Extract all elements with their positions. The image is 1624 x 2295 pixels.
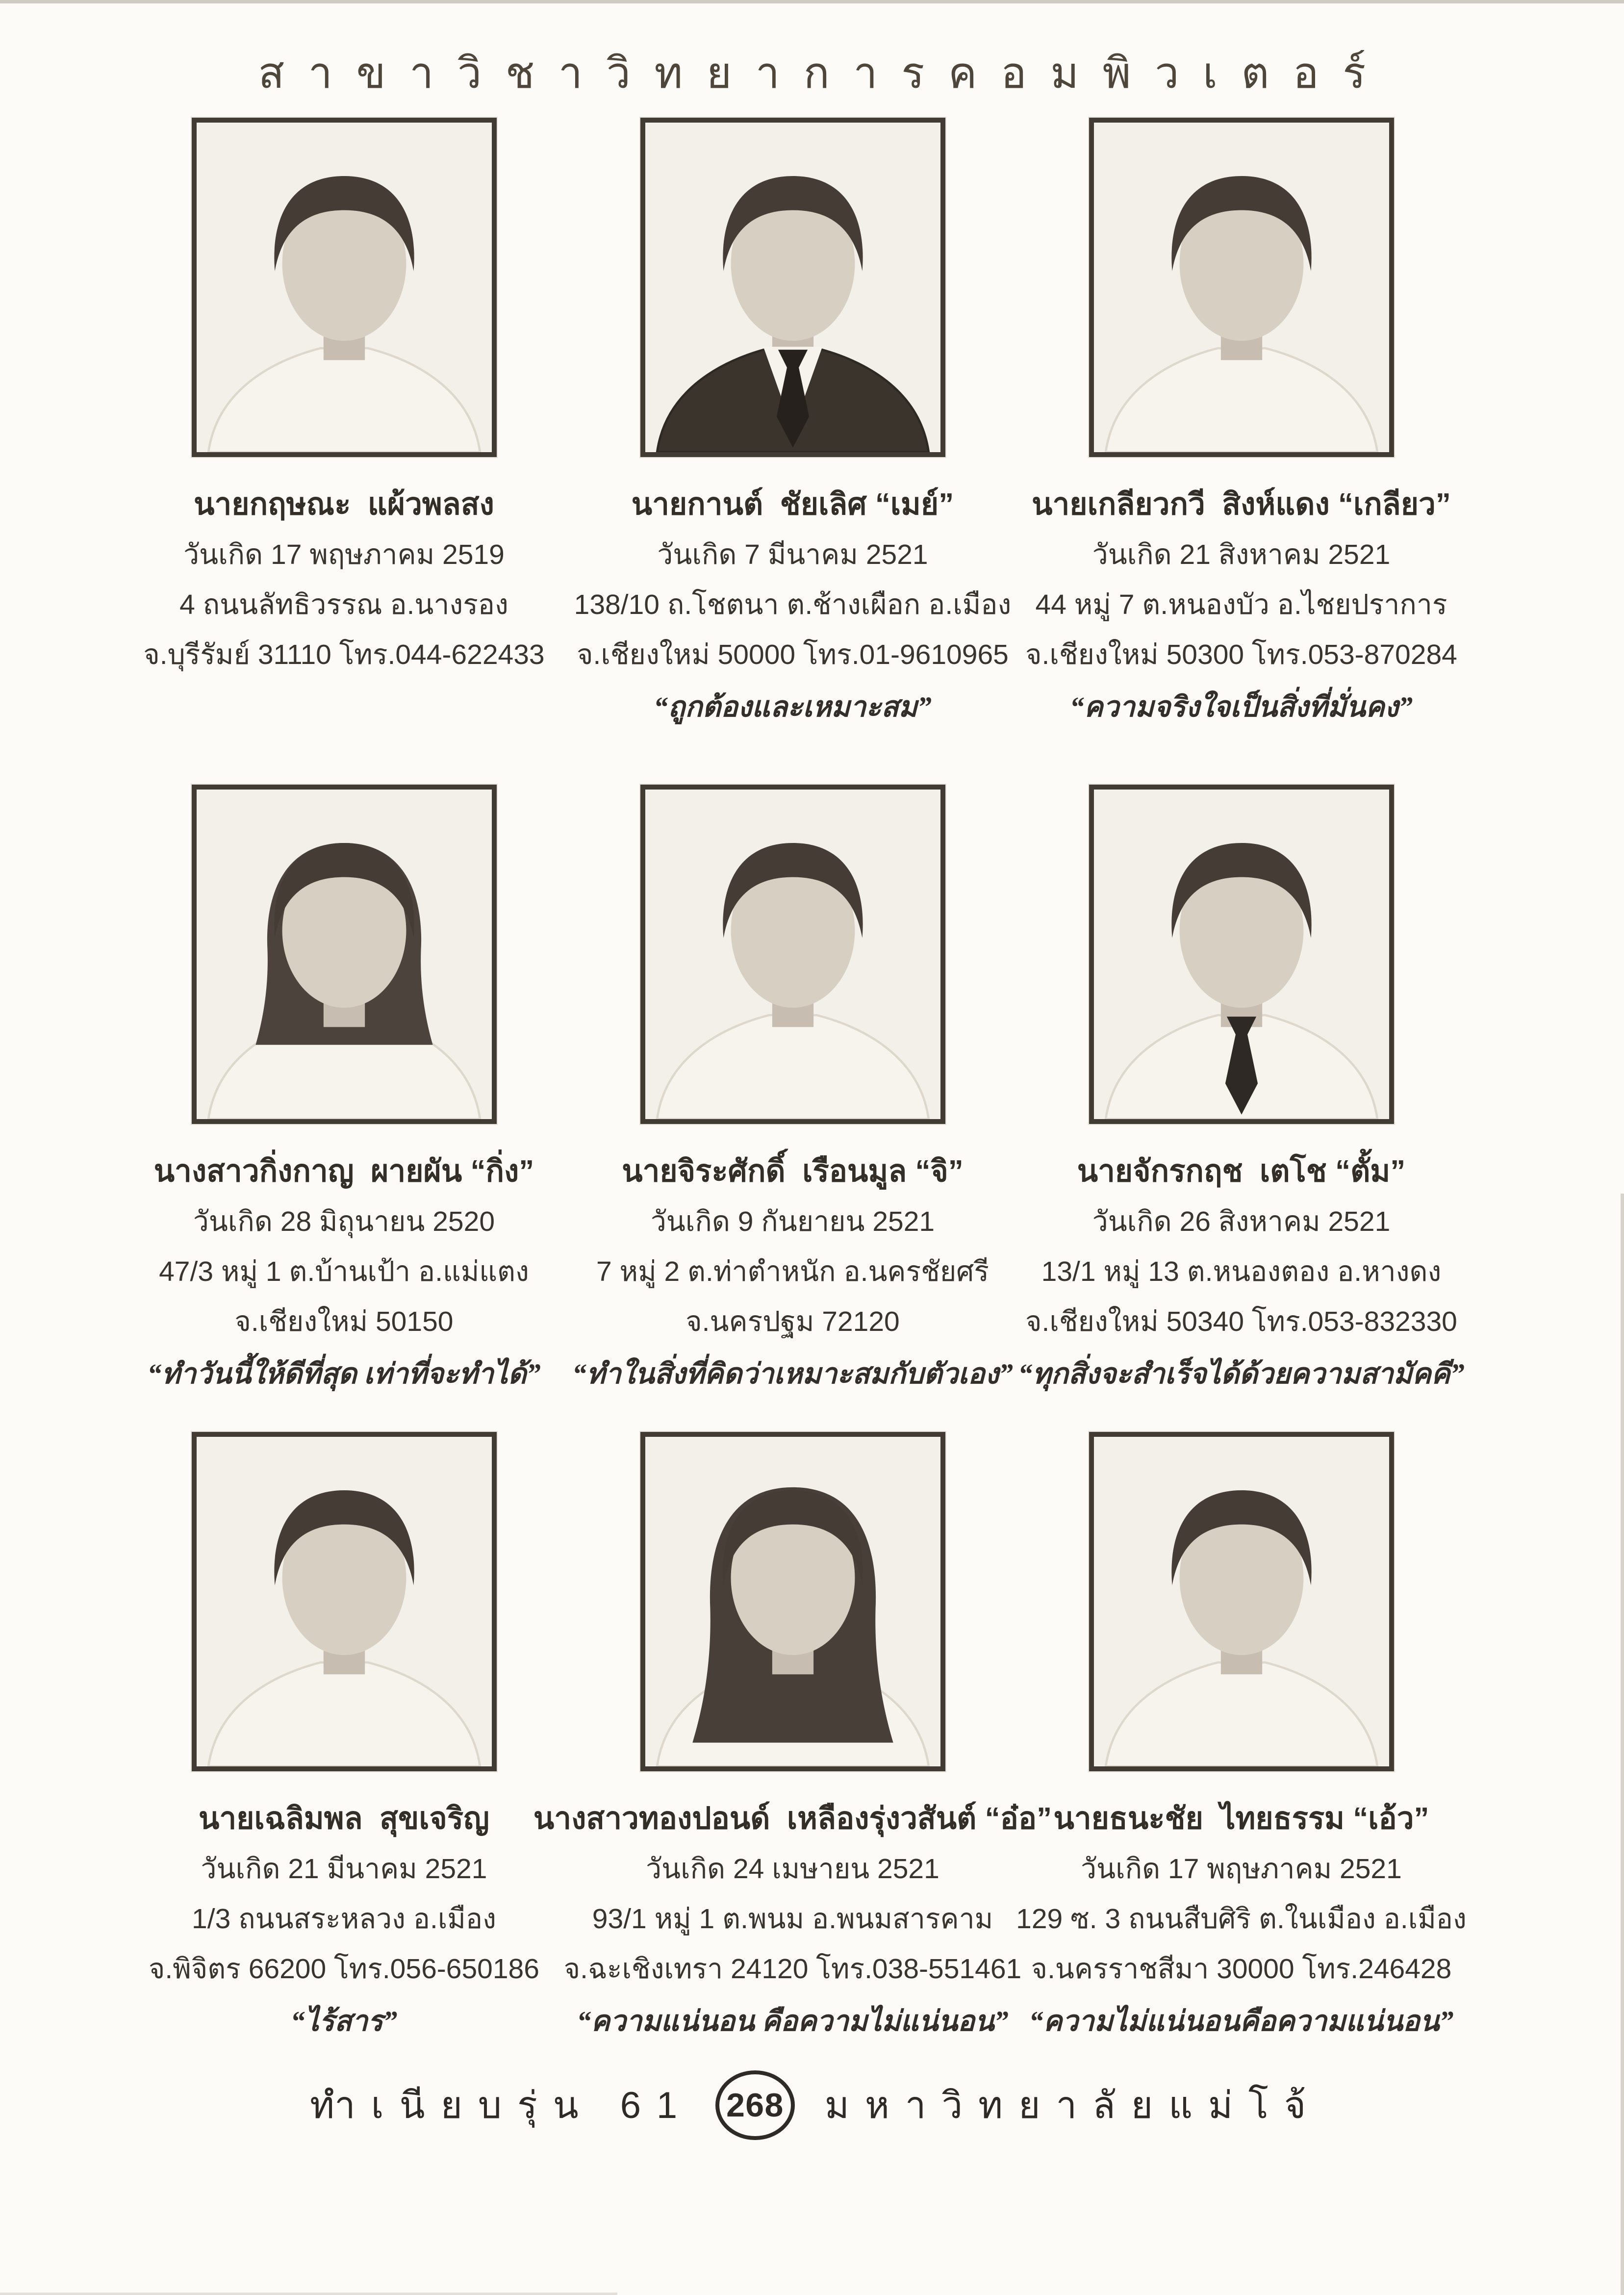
student-caption bbox=[149, 1794, 539, 2049]
student-caption bbox=[533, 1794, 1052, 2049]
student-caption bbox=[147, 1147, 540, 1402]
student-card bbox=[120, 1432, 568, 2079]
student-quote: “ทำวันนี้ให้ดีที่สุด เท่าที่จะทำได้” bbox=[147, 1358, 541, 1390]
student-card bbox=[1017, 118, 1466, 785]
footer-university-label: มหาวิทยาลัยแม่โจ้ bbox=[824, 2085, 1322, 2126]
portrait-photo bbox=[1089, 785, 1394, 1124]
student-birthdate: วันเกิด 24 เมษายน 2521 bbox=[646, 1853, 939, 1885]
student-province-phone: จ.พิจิตร 66200 โทร.056-650186 bbox=[149, 1953, 539, 1985]
portrait-silhouette bbox=[197, 123, 492, 452]
student-caption bbox=[1025, 480, 1457, 735]
student-quote: “ความไม่แน่นอนคือความแน่นอน” bbox=[1029, 2005, 1454, 2037]
student-address: 93/1 หมู่ 1 ต.พนม อ.พนมสารคาม bbox=[592, 1903, 993, 1935]
student-birthdate: วันเกิด 17 พฤษภาคม 2519 bbox=[183, 539, 505, 570]
student-card bbox=[1017, 785, 1466, 1432]
portrait-silhouette bbox=[1094, 123, 1389, 452]
student-caption bbox=[143, 480, 544, 680]
scan-edge-bottom bbox=[0, 2293, 617, 2295]
student-caption bbox=[1016, 1794, 1467, 2049]
student-province-phone: จ.นครราชสีมา 30000 โทร.246428 bbox=[1031, 1953, 1452, 1985]
student-birthdate: วันเกิด 9 กันยายน 2521 bbox=[650, 1206, 935, 1237]
student-card bbox=[1017, 1432, 1466, 2079]
student-birthdate: วันเกิด 26 สิงหาคม 2521 bbox=[1092, 1206, 1391, 1237]
portrait-silhouette bbox=[645, 790, 940, 1119]
student-birthdate: วันเกิด 21 สิงหาคม 2521 bbox=[1092, 539, 1391, 570]
student-name: นายเฉลิมพล สุขเจริญ bbox=[198, 1802, 489, 1836]
portrait-silhouette bbox=[197, 790, 492, 1119]
student-quote: “ทำในสิ่งที่คิดว่าเหมาะสมกับตัวเอง” bbox=[572, 1358, 1014, 1390]
student-birthdate: วันเกิด 28 มิถุนายน 2520 bbox=[193, 1206, 495, 1237]
student-address: 7 หมู่ 2 ต.ท่าตำหนัก อ.นครชัยศรี bbox=[596, 1256, 990, 1287]
page-title: สาขาวิชาวิทยาการคอมพิวเตอร์ bbox=[258, 50, 1390, 98]
footer-edition-label: ทำเนียบรุ่น 61 bbox=[309, 2085, 693, 2126]
student-address: 4 ถนนลัทธิวรรณ อ.นางรอง bbox=[179, 589, 508, 620]
portrait-silhouette bbox=[1094, 1437, 1389, 1766]
student-province-phone: จ.เชียงใหม่ 50300 โทร.053-870284 bbox=[1025, 639, 1457, 670]
student-quote: “ทุกสิ่งจะสำเร็จได้ด้วยความสามัคคี” bbox=[1018, 1358, 1465, 1390]
portrait-silhouette bbox=[645, 1437, 940, 1766]
page-footer bbox=[0, 2070, 1624, 2140]
portrait-photo bbox=[640, 118, 945, 457]
student-birthdate: วันเกิด 21 มีนาคม 2521 bbox=[201, 1853, 487, 1885]
student-name: นายธนะชัย ไทยธรรม “เอ้ว” bbox=[1053, 1802, 1429, 1836]
student-name: นางสาวทองปอนด์ เหลืองรุ่งวสันต์ “อ๋อ” bbox=[533, 1802, 1052, 1836]
student-address: 129 ซ. 3 ถนนสืบศิริ ต.ในเมือง อ.เมือง bbox=[1016, 1903, 1467, 1935]
student-card bbox=[568, 118, 1017, 785]
portrait-photo bbox=[1089, 118, 1394, 457]
portrait-photo bbox=[640, 1432, 945, 1771]
portrait-photo bbox=[192, 118, 497, 457]
student-card bbox=[533, 1432, 1052, 2079]
portrait-silhouette bbox=[197, 1437, 492, 1766]
student-name: นายกานต์ ชัยเลิศ “เมย์” bbox=[631, 487, 954, 521]
student-quote: “ไร้สาร” bbox=[290, 2005, 398, 2037]
student-quote: “ความจริงใจเป็นสิ่งที่มั่นคง” bbox=[1069, 691, 1413, 723]
student-province-phone: จ.ฉะเชิงเทรา 24120 โทร.038-551461 bbox=[563, 1953, 1022, 1985]
student-province-phone: จ.เชียงใหม่ 50000 โทร.01-9610965 bbox=[577, 639, 1009, 670]
student-address: 138/10 ถ.โชตนา ต.ช้างเผือก อ.เมือง bbox=[574, 589, 1012, 620]
student-birthdate: วันเกิด 17 พฤษภาคม 2521 bbox=[1081, 1853, 1402, 1885]
portrait-photo bbox=[640, 785, 945, 1124]
portrait-silhouette bbox=[645, 123, 940, 452]
portrait-photo bbox=[192, 785, 497, 1124]
student-name: นางสาวกิ่งกาญ ผายผัน “กิ่ง” bbox=[153, 1154, 534, 1188]
student-caption bbox=[574, 480, 1012, 735]
student-address: 13/1 หมู่ 13 ต.หนองตอง อ.หางดง bbox=[1041, 1256, 1442, 1287]
student-address: 47/3 หมู่ 1 ต.บ้านเป้า อ.แม่แตง bbox=[159, 1256, 529, 1287]
student-name: นายกฤษณะ แผ้วพลสง bbox=[194, 487, 494, 521]
student-caption bbox=[572, 1147, 1013, 1402]
portrait-photo bbox=[1089, 1432, 1394, 1771]
page-number-badge bbox=[715, 2070, 795, 2140]
student-birthdate: วันเกิด 7 มีนาคม 2521 bbox=[657, 539, 928, 570]
student-quote: “ความแน่นอน คือความไม่แน่นอน” bbox=[577, 2005, 1009, 2037]
page-number: 268 bbox=[726, 2087, 784, 2124]
student-quote: “ถูกต้องและเหมาะสม” bbox=[654, 691, 932, 723]
student-caption bbox=[1018, 1147, 1464, 1402]
portrait-photo bbox=[192, 1432, 497, 1771]
page-header bbox=[0, 38, 1624, 107]
student-card bbox=[568, 785, 1017, 1432]
student-card bbox=[120, 118, 568, 785]
student-province-phone: จ.นครปฐม 72120 bbox=[685, 1306, 900, 1337]
student-province-phone: จ.บุรีรัมย์ 31110 โทร.044-622433 bbox=[143, 639, 545, 670]
student-grid bbox=[120, 118, 1466, 2079]
student-card bbox=[120, 785, 568, 1432]
scan-edge-top bbox=[0, 0, 1624, 3]
student-name: นายจิระศักดิ์ เรือนมูล “จิ” bbox=[622, 1154, 964, 1188]
student-address: 44 หมู่ 7 ต.หนองบัว อ.ไชยปราการ bbox=[1035, 589, 1447, 620]
student-address: 1/3 ถนนสระหลวง อ.เมือง bbox=[192, 1903, 496, 1935]
student-province-phone: จ.เชียงใหม่ 50150 bbox=[234, 1306, 454, 1337]
student-province-phone: จ.เชียงใหม่ 50340 โทร.053-832330 bbox=[1025, 1306, 1457, 1337]
student-name: นายเกลียวกวี สิงห์แดง “เกลียว” bbox=[1032, 487, 1451, 521]
portrait-silhouette bbox=[1094, 790, 1389, 1119]
student-name: นายจักรกฤช เตโช “ตั้ม” bbox=[1077, 1154, 1406, 1188]
